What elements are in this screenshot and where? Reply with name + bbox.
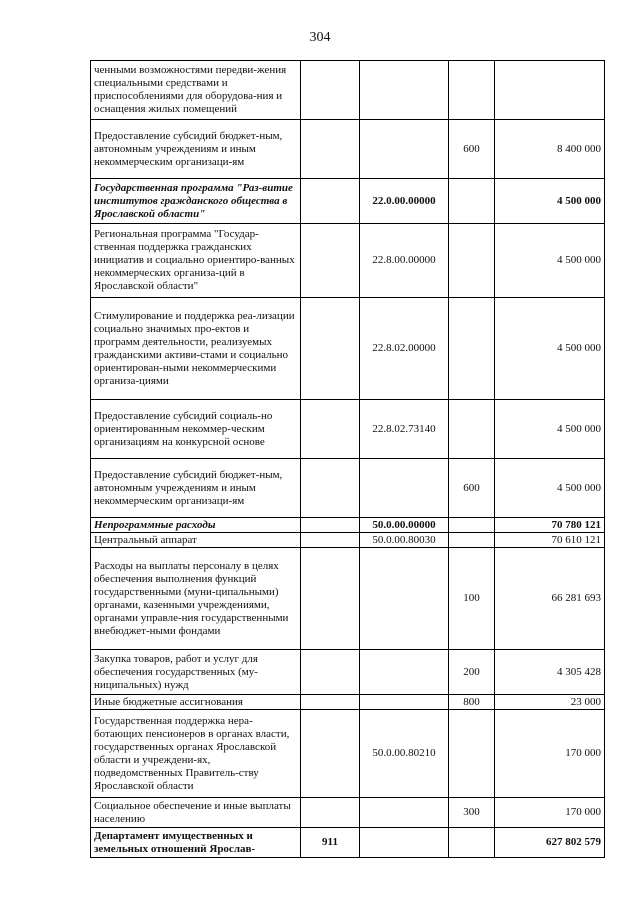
row-dept-cell (301, 400, 360, 459)
table-row (91, 548, 605, 650)
row-sum-cell: 627 802 579 (495, 828, 605, 858)
row-sum-cell: 70 780 121 (495, 518, 605, 533)
table-row (91, 179, 605, 224)
row-name-cell: Расходы на выплаты персоналу в целях обеспечения выполнения функций государственными (муни-ципальными) органами, казенными учреждениями, органами управле-ния государственными внебюджет-ными фондами (91, 548, 301, 650)
row-sum-cell: 23 000 (495, 695, 605, 710)
row-type-cell: 300 (449, 798, 495, 828)
row-type-cell: 100 (449, 548, 495, 650)
row-code-cell (360, 828, 449, 858)
row-code-cell: 50.0.00.80030 (360, 533, 449, 548)
row-name-cell: Региональная программа "Государ-ственная поддержка гражданских инициатив и социально ориентиро-ванных некоммерческих организа-ций в Ярославской области" (91, 224, 301, 298)
row-type-cell (449, 224, 495, 298)
row-type-cell: 600 (449, 459, 495, 518)
table-row (91, 224, 605, 298)
row-code-cell (360, 548, 449, 650)
row-code-cell: 50.0.00.80210 (360, 710, 449, 798)
row-name-cell: Предоставление субсидий бюджет-ным, автономным учреждениям и иным некоммерческим организаци-ям (91, 459, 301, 518)
row-dept-cell (301, 710, 360, 798)
row-sum-cell (495, 61, 605, 120)
row-name-cell: Центральный аппарат (91, 533, 301, 548)
table-row (91, 61, 605, 120)
row-dept-cell (301, 224, 360, 298)
row-sum-cell: 8 400 000 (495, 120, 605, 179)
page-number: 304 (309, 30, 331, 45)
table-row (91, 798, 605, 828)
row-code-cell (360, 695, 449, 710)
table-row (91, 518, 605, 533)
row-name-cell: Стимулирование и поддержка реа-лизации социально значимых про-ектов и программ деятельности, реализуемых гражданскими активи-стами и социально ориентирован-ными некоммерческими организа-циями (91, 298, 301, 400)
row-dept-cell (301, 459, 360, 518)
row-sum-cell: 170 000 (495, 798, 605, 828)
row-dept-cell (301, 650, 360, 695)
table-row (91, 828, 605, 858)
row-type-cell (449, 61, 495, 120)
row-code-cell (360, 798, 449, 828)
table-row (91, 710, 605, 798)
row-type-cell (449, 518, 495, 533)
row-name-cell: Государственная поддержка нера-ботающих пенсионеров в органах власти, государственных органах Ярославской области и учреждени-ях, подведомственных Правитель-ству Ярославской области (91, 710, 301, 798)
row-code-cell: 22.8.02.73140 (360, 400, 449, 459)
row-sum-cell: 4 500 000 (495, 400, 605, 459)
row-dept-cell (301, 533, 360, 548)
row-type-cell: 800 (449, 695, 495, 710)
row-dept-cell (301, 298, 360, 400)
row-name-cell: Закупка товаров, работ и услуг для обеспечения государственных (му-ниципальных) нужд (91, 650, 301, 695)
row-sum-cell: 4 500 000 (495, 298, 605, 400)
row-code-cell: 22.8.00.00000 (360, 224, 449, 298)
row-dept-cell (301, 548, 360, 650)
row-code-cell (360, 120, 449, 179)
table-row (91, 298, 605, 400)
row-code-cell (360, 459, 449, 518)
row-dept-cell (301, 120, 360, 179)
table-row (91, 400, 605, 459)
row-dept-cell (301, 695, 360, 710)
row-dept-cell (301, 179, 360, 224)
row-dept-cell (301, 518, 360, 533)
row-code-cell (360, 61, 449, 120)
row-name-cell: Предоставление субсидий социаль-но ориентированным некоммер-ческим организациям на конкурсной основе (91, 400, 301, 459)
row-name-cell: Государственная программа "Раз-витие институтов гражданского общества в Ярославской области" (91, 179, 301, 224)
row-type-cell (449, 710, 495, 798)
row-sum-cell: 4 305 428 (495, 650, 605, 695)
budget-table-body (91, 61, 605, 858)
row-code-cell (360, 650, 449, 695)
row-sum-cell: 4 500 000 (495, 179, 605, 224)
table-row (91, 533, 605, 548)
row-dept-cell: 911 (301, 828, 360, 858)
row-sum-cell: 70 610 121 (495, 533, 605, 548)
budget-table (90, 60, 605, 858)
row-type-cell (449, 179, 495, 224)
row-dept-cell (301, 798, 360, 828)
row-type-cell (449, 400, 495, 459)
row-code-cell: 50.0.00.00000 (360, 518, 449, 533)
table-row (91, 120, 605, 179)
table-row (91, 695, 605, 710)
row-type-cell (449, 828, 495, 858)
row-code-cell: 22.0.00.00000 (360, 179, 449, 224)
row-name-cell: Департамент имущественных и земельных отношений Ярослав- (91, 828, 301, 858)
row-sum-cell: 4 500 000 (495, 224, 605, 298)
row-sum-cell: 4 500 000 (495, 459, 605, 518)
row-name-cell: Социальное обеспечение и иные выплаты населению (91, 798, 301, 828)
row-type-cell (449, 533, 495, 548)
row-name-cell: ченными возможностями передви-жения специальными средствами и приспособлениями для оборудова-ния и оснащения жилых помещений (91, 61, 301, 120)
row-name-cell: Непрограммные расходы (91, 518, 301, 533)
row-type-cell: 200 (449, 650, 495, 695)
row-sum-cell: 170 000 (495, 710, 605, 798)
row-type-cell (449, 298, 495, 400)
row-name-cell: Иные бюджетные ассигнования (91, 695, 301, 710)
row-name-cell: Предоставление субсидий бюджет-ным, автономным учреждениям и иным некоммерческим организаци-ям (91, 120, 301, 179)
row-type-cell: 600 (449, 120, 495, 179)
row-code-cell: 22.8.02.00000 (360, 298, 449, 400)
row-sum-cell: 66 281 693 (495, 548, 605, 650)
row-dept-cell (301, 61, 360, 120)
table-row (91, 459, 605, 518)
table-row (91, 650, 605, 695)
